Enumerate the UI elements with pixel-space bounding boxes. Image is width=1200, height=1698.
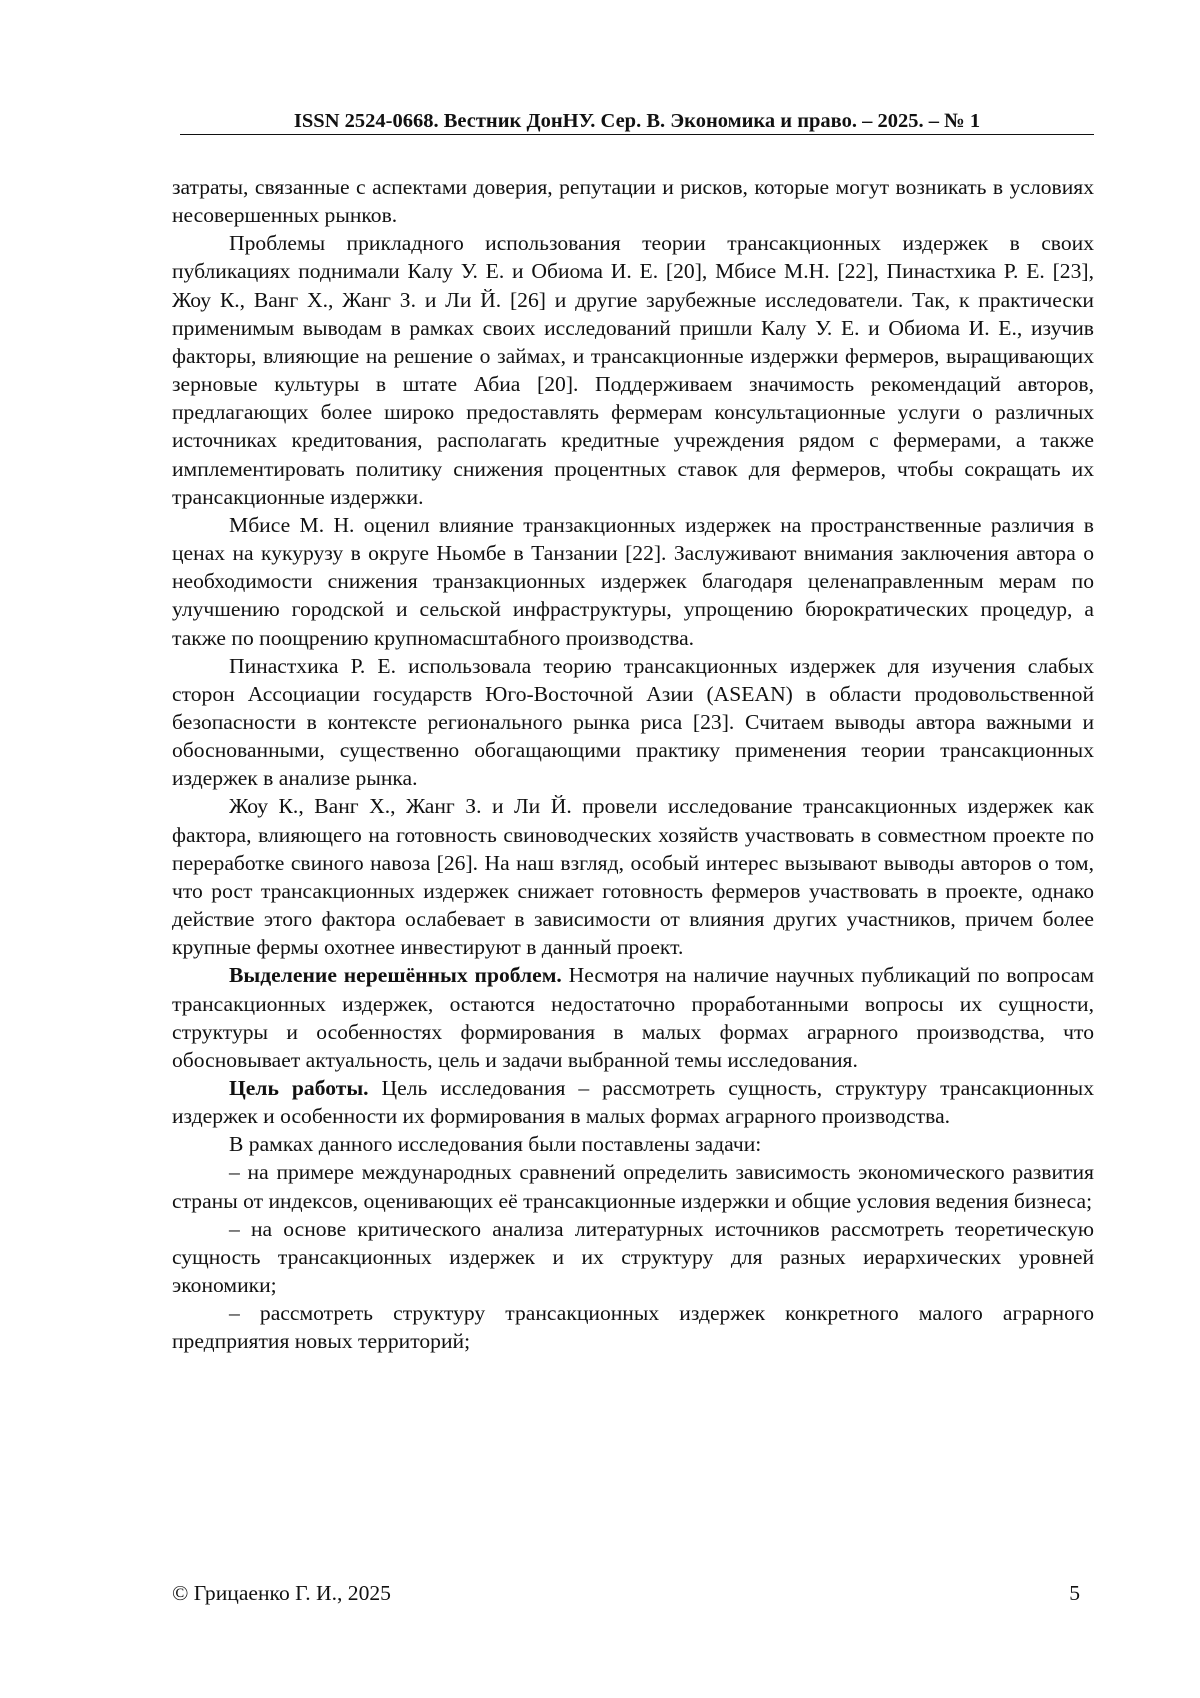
section-lead-heading: Выделение нерешённых проблем. (229, 963, 562, 988)
paragraph (172, 652, 1094, 793)
paragraph-continuation (172, 173, 1094, 229)
page-number: 5 (1069, 1581, 1080, 1605)
paragraph-unresolved-problems (172, 961, 1094, 1074)
paragraph-text: Жоу К., Ванг Х., Жанг З. и Ли Й. провели исследование трансакционных издержек как фактора, влияющего на готовность свиноводческих хозяйств участвовать в совместном проекте по переработке свиного навоза [26]. На наш взгляд, особый интерес вызывают выводы авторов о том, что рост трансакционных издержек снижает готовность фермеров участвовать в проекте, однако действие этого фактора ослабевает в зависимости от влияния других участников, причем более крупные фермы охотнее инвестируют в данный проект. (172, 794, 1094, 960)
paragraph-text: Несмотря на наличие научных публикаций по вопросам трансакционных издержек, остаются недостаточно проработанными вопросы их сущности, структуры и особенностях формирования в малых формах аграрного производства, что обосновывает актуальность, цель и задачи выбранной темы исследования. (172, 963, 1094, 1072)
article-body (172, 173, 1094, 1356)
task-list-item (172, 1215, 1094, 1299)
section-lead-heading: Цель работы. (229, 1076, 369, 1100)
paragraph-text: Мбисе М. Н. оценил влияние транзакционных издержек на пространственные различия в ценах на кукурузу в округе Ньомбе в Танзании [22]. Заслуживают внимания заключения автора о необходимости снижения транзакционных издержек благодаря целенаправленным мерам по улучшению городской и сельской инфраструктуры, упрощению бюрократических процедур, а также по поощрению крупномасштабного производства. (172, 512, 1094, 650)
paragraph (172, 511, 1094, 652)
paragraph (172, 229, 1094, 511)
paragraph-text: В рамках данного исследования были поставлены задачи: (229, 1132, 762, 1157)
paragraph (172, 792, 1094, 961)
paragraph-text: Цель исследования – рассмотреть сущность, структуру трансакционных издержек и особенности их формирования в малых формах аграрного производства. (172, 1076, 1094, 1129)
paragraph-text: Проблемы прикладного использования теории трансакционных издержек в своих публикациях поднимали Калу У. Е. и Обиома И. Е. [20], Мбисе М.Н. [22], Пинастхика Р. Е. [23], Жоу К., Ванг Х., Жанг З. и Ли Й. [26] и другие зарубежные исследователи. Так, к практически применимым выводам в рамках своих исследований пришли Калу У. Е. и Обиома И. Е., изучив факторы, влияющие на решение о займах, и трансакционные издержки фермеров, выращивающих зерновые культуры в штате Абиа [20]. Поддерживаем значимость рекомендаций авторов, предлагающих более широко предоставлять фермерам консультационные услуги о различных источниках кредитования, располагать кредитные учреждения рядом с фермерами, а также имплементировать политику снижения процентных ставок для фермеров, чтобы сокращать их трансакционные издержки. (172, 231, 1094, 509)
paragraph-goal (172, 1074, 1094, 1130)
journal-header: ISSN 2524-0668. Вестник ДонНУ. Сер. В. Экономика и право. – 2025. – № 1 (293, 110, 981, 132)
paragraph-text: – на основе критического анализа литературных источников рассмотреть теоретическую сущность трансакционных издержек и их структуру для разных иерархических уровней экономики; (172, 1216, 1094, 1298)
copyright-notice: © Грицаенко Г. И., 2025 (172, 1581, 391, 1605)
paragraph-tasks-intro (172, 1130, 1094, 1158)
task-list-item (172, 1299, 1094, 1355)
paragraph-text: Пинастхика Р. Е. использовала теорию трансакционных издержек для изучения слабых сторон Ассоциации государств Юго-Восточной Азии (ASEAN) в области продовольственной безопасности в контексте регионального рынка риса [23]. Считаем выводы автора важными и обоснованными, существенно обогащающими практику применения теории трансакционных издержек в анализе рынка. (172, 653, 1094, 791)
header-divider (180, 134, 1094, 135)
paragraph-text: – на примере международных сравнений определить зависимость экономического развития страны от индексов, оценивающих её трансакционные издержки и общие условия ведения бизнеса; (172, 1160, 1094, 1213)
paragraph-text: – рассмотреть структуру трансакционных издержек конкретного малого аграрного предприятия новых территорий; (172, 1301, 1094, 1354)
task-list-item (172, 1158, 1094, 1214)
paragraph-text: затраты, связанные с аспектами доверия, репутации и рисков, которые могут возникать в условиях несовершенных рынков. (172, 175, 1094, 228)
